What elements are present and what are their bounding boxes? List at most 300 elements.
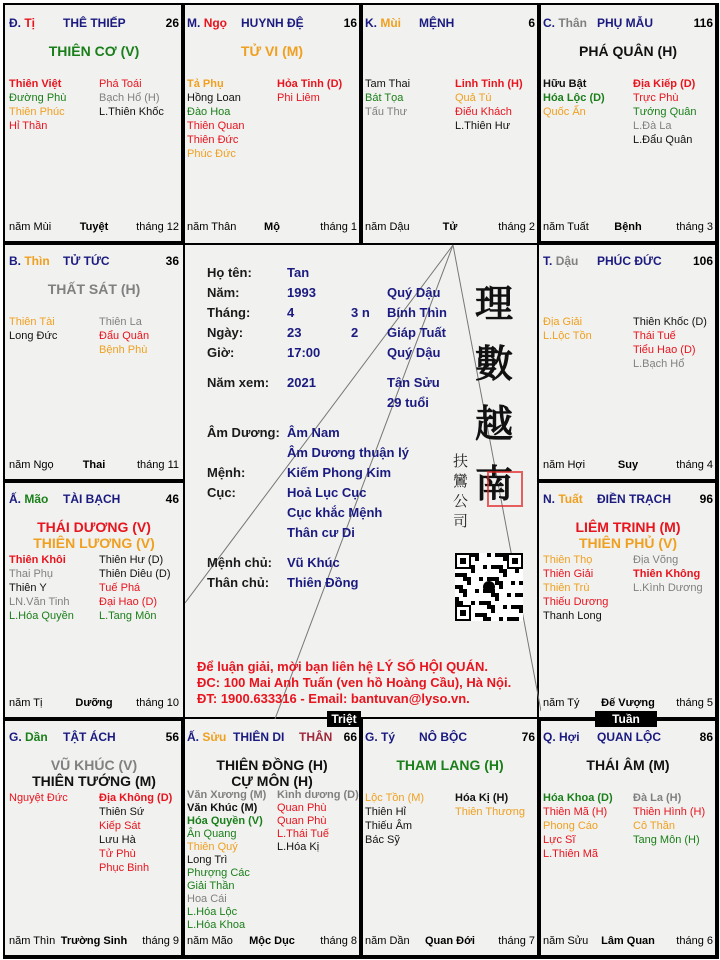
day-value: 23 xyxy=(287,325,302,340)
branch: Sửu xyxy=(202,730,227,744)
year-can: Quý Dậu xyxy=(387,285,441,300)
amduong-label: Âm Dương: xyxy=(207,425,280,440)
dai-han-age: 86 xyxy=(699,730,713,744)
stem: M. xyxy=(187,16,201,30)
contact-phone-email: ĐT: 1900.633316 - Email: bantuvan@lyso.vn. xyxy=(197,691,470,706)
star: Thai Phụ xyxy=(9,568,54,580)
palace-name: MỆNH xyxy=(419,16,455,30)
palace-footer xyxy=(9,697,179,711)
stem-branch xyxy=(543,16,587,30)
stars-right xyxy=(633,315,707,371)
nguyet-han-month: tháng 2 xyxy=(498,221,535,233)
branch: Mão xyxy=(24,492,49,506)
star: Hỉ Thần xyxy=(9,120,48,132)
dai-han-age: 96 xyxy=(699,492,713,506)
star: Kình dương (D) xyxy=(277,789,359,801)
star: Quan Phù xyxy=(277,802,327,814)
star: Địa Không (D) xyxy=(99,792,173,804)
nguyet-han-month: tháng 6 xyxy=(676,935,713,947)
hour-label: Giờ: xyxy=(207,345,235,360)
tieu-han-year: năm Sửu xyxy=(543,935,589,947)
palace-name: PHÚC ĐỨC xyxy=(597,254,662,268)
nguyet-han-month: tháng 4 xyxy=(676,459,713,471)
palace-header xyxy=(9,254,179,270)
star: Thái Tuế xyxy=(633,330,676,342)
branch: Tuất xyxy=(558,492,583,506)
star: Thanh Long xyxy=(543,610,602,622)
star: L.Thiên Khốc xyxy=(99,106,164,118)
cuc-note: Cục khắc Mệnh xyxy=(287,505,383,520)
star: Thiên Tài xyxy=(9,316,55,328)
star: Ân Quang xyxy=(187,828,237,840)
tieu-han-year: năm Mùi xyxy=(9,221,52,233)
star: Hữu Bật xyxy=(543,78,587,90)
star: Bệnh Phù xyxy=(99,344,148,356)
month-can: Bính Thìn xyxy=(387,305,447,320)
palace-header xyxy=(187,16,357,32)
menh-value: Kiếm Phong Kim xyxy=(287,465,392,480)
calligraphy-char: 數 xyxy=(475,341,514,386)
day-can: Giáp Tuất xyxy=(387,325,446,340)
star: Tả Phụ xyxy=(187,78,224,90)
stem: C. xyxy=(543,16,555,30)
stars-left xyxy=(9,315,57,343)
truong-sinh-phase: Đế Vượng xyxy=(601,697,655,709)
main-star: PHÁ QUÂN (H) xyxy=(579,43,677,59)
stem: T. xyxy=(543,254,553,268)
stem-branch xyxy=(543,492,583,506)
calligraphy-small-char: 司 xyxy=(453,512,469,530)
star: L.Đẩu Quân xyxy=(633,134,693,146)
star: Hoa Cái xyxy=(187,893,227,905)
stem-branch xyxy=(9,492,48,506)
star: L.Hóa Lộc xyxy=(187,906,238,918)
star: Thiên Y xyxy=(9,582,47,594)
branch: Thân xyxy=(558,16,588,30)
stars-left xyxy=(543,77,605,119)
stars-right xyxy=(277,789,359,854)
stem-branch xyxy=(187,16,227,30)
stars-left xyxy=(9,77,66,133)
palace-name: NÔ BỘC xyxy=(419,730,467,744)
dai-han-age: 66 xyxy=(343,730,357,744)
nguyet-han-month: tháng 11 xyxy=(136,459,179,471)
year-value: 1993 xyxy=(287,285,316,300)
branch: Mùi xyxy=(380,16,402,30)
dai-han-age: 76 xyxy=(521,730,535,744)
stars-right xyxy=(455,77,523,133)
view-year-can: Tân Sửu xyxy=(387,375,440,390)
stem-branch xyxy=(187,730,226,744)
star: Bác Sỹ xyxy=(365,834,400,846)
star: Phi Liêm xyxy=(277,92,320,104)
star: Hồng Loan xyxy=(187,92,241,104)
menh-chu-value: Vũ Khúc xyxy=(287,555,340,570)
stars-right xyxy=(99,553,171,623)
palace-cell-Mão[interactable] xyxy=(4,480,184,720)
tieu-han-year: năm Dậu xyxy=(365,221,410,233)
main-stars xyxy=(539,757,717,773)
calligraphy-small-char: 扶 xyxy=(453,452,469,470)
star: Hóa Lộc (D) xyxy=(543,92,605,104)
truong-sinh-phase: Tuyệt xyxy=(79,221,109,233)
main-star: THIÊN LƯƠNG (V) xyxy=(33,535,155,551)
stars-left xyxy=(543,553,608,623)
stem: Ấ. xyxy=(187,730,199,744)
star: Tướng Quân xyxy=(633,106,697,118)
stars-right xyxy=(99,315,149,357)
than-badge: THÂN xyxy=(299,730,333,744)
star: L.Hóa Quyền xyxy=(9,610,74,622)
main-star: THIÊN CƠ (V) xyxy=(48,43,140,59)
main-stars xyxy=(5,281,183,297)
palace-footer xyxy=(9,221,179,235)
star: Thiếu Dương xyxy=(543,596,609,608)
main-star: VŨ KHÚC (V) xyxy=(50,757,138,773)
stem-branch xyxy=(9,16,35,30)
palace-footer xyxy=(187,221,357,235)
month-label: Tháng: xyxy=(207,305,251,320)
calligraphy-small-char: 公 xyxy=(453,492,469,510)
palace-name: TẬT ÁCH xyxy=(63,730,116,744)
stem: K. xyxy=(365,16,377,30)
day-label: Ngày: xyxy=(207,325,244,340)
star: L.Đà La xyxy=(633,120,672,132)
palace-name: PHỤ MẪU xyxy=(597,16,653,30)
palace-name: QUAN LỘC xyxy=(597,730,661,744)
main-star: THIÊN PHỦ (V) xyxy=(579,535,677,551)
branch: Tị xyxy=(24,16,36,30)
cuc-label: Cục: xyxy=(207,485,236,500)
star: L.Tang Môn xyxy=(99,610,157,622)
cuc-value: Hoả Lục Cục xyxy=(287,485,367,500)
palace-footer xyxy=(187,935,357,949)
tieu-han-year: năm Mão xyxy=(187,935,233,947)
main-stars xyxy=(539,43,717,59)
hour-can: Quý Dậu xyxy=(387,345,441,360)
than-cu: Thân cư Di xyxy=(287,525,355,540)
star: Quả Tú xyxy=(455,92,492,104)
nguyet-han-month: tháng 9 xyxy=(142,935,179,947)
tieu-han-year: năm Tý xyxy=(543,697,580,709)
star: Lưu Hà xyxy=(99,834,136,846)
star: Thiên Thọ xyxy=(543,554,593,566)
tieu-han-year: năm Thân xyxy=(187,221,237,233)
star: Thiên Hình (H) xyxy=(633,806,706,818)
star: Linh Tinh (H) xyxy=(455,78,523,90)
branch: Dậu xyxy=(555,254,579,268)
contact-address: ĐC: 100 Mai Anh Tuấn (ven hồ Hoàng Cầu), Hà Nội. xyxy=(197,675,512,690)
truong-sinh-phase: Lâm Quan xyxy=(601,935,655,947)
main-star: THẤT SÁT (H) xyxy=(47,281,141,297)
stars-left xyxy=(543,315,592,343)
truong-sinh-phase: Trường Sinh xyxy=(60,935,128,947)
year-label: Năm: xyxy=(207,285,240,300)
dai-han-age: 116 xyxy=(693,16,713,30)
star: Địa Kiếp (D) xyxy=(633,78,696,90)
star: Thiên Quý xyxy=(187,841,238,853)
stem-branch xyxy=(9,254,50,268)
palace-header xyxy=(365,16,535,32)
star: Thiên Thương xyxy=(455,806,526,818)
palace-footer xyxy=(543,935,713,949)
main-star: THIÊN ĐỒNG (H) xyxy=(216,757,328,773)
branch: Dần xyxy=(25,730,48,744)
nguyet-han-month: tháng 8 xyxy=(320,935,357,947)
palace-footer xyxy=(365,935,535,949)
month-lunar: 3 n xyxy=(351,305,370,320)
palace-header xyxy=(365,730,535,746)
truong-sinh-phase: Suy xyxy=(617,459,639,471)
palace-cell-Mùi[interactable] xyxy=(360,4,540,244)
star: Phục Binh xyxy=(99,862,150,874)
truong-sinh-phase: Dưỡng xyxy=(75,697,113,709)
main-star: THAM LANG (H) xyxy=(396,757,504,773)
stem-branch xyxy=(365,16,401,30)
star: Đào Hoa xyxy=(187,106,231,118)
stars-right xyxy=(633,553,703,595)
star: Tang Môn (H) xyxy=(633,834,700,846)
palace-header xyxy=(543,16,713,32)
tieu-han-year: năm Ngọ xyxy=(9,459,54,471)
star: Lộc Tồn (M) xyxy=(365,792,425,804)
red-seal xyxy=(487,471,523,507)
star: L.Thiên Hư xyxy=(455,120,511,132)
than-chu-value: Thiên Đồng xyxy=(287,575,359,590)
palace-name: HUYNH ĐỆ xyxy=(241,16,304,30)
calligraphy-char: 越 xyxy=(475,401,514,446)
star: Quan Phù xyxy=(277,815,327,827)
main-star: TỬ VI (M) xyxy=(240,43,304,59)
star: Long Trì xyxy=(187,854,228,866)
truong-sinh-phase: Tử xyxy=(442,221,458,233)
truong-sinh-phase: Bệnh xyxy=(614,221,642,233)
day-lunar: 2 xyxy=(351,325,359,340)
star: Tấu Thư xyxy=(365,106,408,118)
stem-branch xyxy=(543,254,578,268)
palace-cell-Hợi[interactable] xyxy=(538,718,718,958)
stars-right xyxy=(633,77,697,147)
star: Tam Thai xyxy=(365,78,411,90)
palace-header xyxy=(543,492,713,508)
tieu-han-year: năm Thìn xyxy=(9,935,56,947)
stars-left xyxy=(187,789,266,932)
dai-han-age: 106 xyxy=(692,254,713,268)
tieu-han-year: năm Tuất xyxy=(543,221,589,233)
contact-line-1: Để luận giải, mời bạn liên hệ LÝ SỐ HỘI QUÁN. xyxy=(197,659,488,674)
dai-han-age: 26 xyxy=(165,16,179,30)
truong-sinh-phase: Mộ xyxy=(264,221,280,233)
branch: Tý xyxy=(381,730,396,744)
palace-header xyxy=(543,254,713,270)
star: Hỏa Tinh (D) xyxy=(277,78,343,90)
tuan-tag: Tuần xyxy=(595,711,657,727)
star: Đại Hao (D) xyxy=(99,596,158,608)
star: Tử Phù xyxy=(99,848,136,860)
amduong-value: Âm Nam xyxy=(287,425,340,440)
dai-han-age: 46 xyxy=(165,492,179,506)
calligraphy-small xyxy=(453,451,469,531)
view-year-value: 2021 xyxy=(287,375,316,390)
stars-left xyxy=(543,791,613,861)
palace-cell-Tuất[interactable] xyxy=(538,480,718,720)
star: Thiên Không xyxy=(633,568,701,580)
main-stars xyxy=(5,43,183,59)
palace-name: THÊ THIẾP xyxy=(63,16,126,30)
star: Thiên Sứ xyxy=(99,806,145,818)
star: Thiên Việt xyxy=(9,78,62,90)
branch: Ngọ xyxy=(203,16,228,30)
star: Thiên Hỉ xyxy=(365,806,406,818)
stars-right xyxy=(277,77,342,105)
truong-sinh-phase: Quan Đới xyxy=(425,935,475,947)
nguyet-han-month: tháng 1 xyxy=(320,221,357,233)
palace-header xyxy=(187,730,357,746)
main-star: LIÊM TRINH (M) xyxy=(575,519,681,535)
calligraphy-small-char: 鸞 xyxy=(453,472,469,490)
palace-cell-Thìn[interactable] xyxy=(4,242,184,482)
tieu-han-year: năm Dần xyxy=(365,935,410,947)
main-stars xyxy=(539,519,717,551)
star: Phá Toái xyxy=(99,78,142,90)
star: Thiên Quan xyxy=(187,120,245,132)
star: Bát Tọa xyxy=(365,92,404,104)
star: LN.Văn Tinh xyxy=(9,596,70,608)
palace-name: TỬ TỨC xyxy=(63,254,110,268)
qr-code[interactable] xyxy=(455,553,523,621)
palace-cell-Tý[interactable] xyxy=(360,718,540,958)
main-stars xyxy=(183,43,361,59)
stem: N. xyxy=(543,492,555,506)
nguyet-han-month: tháng 5 xyxy=(676,697,713,709)
star: Thiên Đức xyxy=(187,134,239,146)
branch: Thìn xyxy=(24,254,50,268)
stem-branch xyxy=(365,730,395,744)
star: Bạch Hổ (H) xyxy=(99,92,160,104)
age-value: 29 tuổi xyxy=(387,395,429,410)
stem-branch xyxy=(9,730,48,744)
palace-header xyxy=(9,16,179,32)
palace-cell-Sửu[interactable] xyxy=(182,718,362,958)
main-star: THÁI DƯƠNG (V) xyxy=(37,519,151,535)
stars-left xyxy=(365,77,410,119)
branch: Hợi xyxy=(559,730,580,744)
palace-cell-Tị[interactable] xyxy=(4,4,184,244)
star: L.Thiên Mã xyxy=(543,848,599,860)
star: Điếu Khách xyxy=(455,106,512,118)
main-stars xyxy=(361,757,539,773)
palace-cell-Dậu[interactable] xyxy=(538,242,718,482)
stars-left xyxy=(9,553,74,623)
truong-sinh-phase: Thai xyxy=(82,459,106,471)
tuvi-chart xyxy=(3,3,717,957)
star: Thiên Khốc (D) xyxy=(633,316,707,328)
menh-chu-label: Mệnh chủ: xyxy=(207,555,272,570)
nguyet-han-month: tháng 3 xyxy=(676,221,713,233)
stem-branch xyxy=(543,730,580,744)
dai-han-age: 16 xyxy=(343,16,357,30)
star: Đà La (H) xyxy=(633,792,682,804)
menh-label: Mệnh: xyxy=(207,465,246,480)
star: Giải Thần xyxy=(187,880,235,892)
star: Thiên Phúc xyxy=(9,106,65,118)
star: Thiên La xyxy=(99,316,142,328)
hour-value: 17:00 xyxy=(287,345,321,360)
star: Địa Giải xyxy=(543,316,583,328)
stem: Q. xyxy=(543,730,556,744)
star: Hóa Kị (H) xyxy=(455,792,509,804)
stars-right xyxy=(633,791,705,847)
palace-footer xyxy=(543,459,713,473)
nguyet-han-month: tháng 7 xyxy=(498,935,535,947)
star: Thiên Mã (H) xyxy=(543,806,608,818)
calligraphy-char: 南 xyxy=(475,461,514,506)
palace-cell-Ngọ[interactable] xyxy=(182,4,362,244)
star: Long Đức xyxy=(9,330,58,342)
name-label: Họ tên: xyxy=(207,265,252,280)
dai-han-age: 36 xyxy=(165,254,179,268)
palace-name: ĐIỀN TRẠCH xyxy=(597,492,671,506)
star: L.Bạch Hổ xyxy=(633,358,685,370)
stars-right xyxy=(455,791,525,819)
palace-footer xyxy=(365,221,535,235)
palace-footer xyxy=(9,935,179,949)
main-star: CỰ MÔN (H) xyxy=(231,773,313,789)
amduong-note: Âm Dương thuận lý xyxy=(287,445,409,460)
star: Hóa Quyền (V) xyxy=(187,815,263,827)
star: Thiên Diêu (D) xyxy=(99,568,171,580)
star: Văn Xương (M) xyxy=(187,789,267,801)
name-value: Tan xyxy=(287,265,310,280)
star: Trực Phù xyxy=(633,92,679,104)
star: Thiên Khôi xyxy=(9,554,66,566)
star: Phượng Các xyxy=(187,867,250,879)
palace-header xyxy=(9,492,179,508)
main-star: THIÊN TƯỚNG (M) xyxy=(32,773,156,789)
star: L.Lộc Tồn xyxy=(543,330,592,342)
star: Thiên Hư (D) xyxy=(99,554,164,566)
star: Lực Sĩ xyxy=(543,834,576,846)
main-stars xyxy=(5,757,183,789)
stem: Ấ. xyxy=(9,492,21,506)
palace-footer xyxy=(9,459,179,473)
view-year-label: Năm xem: xyxy=(207,375,270,390)
star: L.Thái Tuế xyxy=(277,828,329,840)
than-chu-label: Thân chủ: xyxy=(207,575,270,590)
stem: G. xyxy=(9,730,22,744)
tieu-han-year: năm Tị xyxy=(9,697,43,709)
dai-han-age: 6 xyxy=(528,16,535,30)
star: Kiếp Sát xyxy=(99,820,141,832)
stars-left xyxy=(9,791,68,805)
triet-tag: Triệt xyxy=(327,711,361,727)
palace-cell-Thân[interactable] xyxy=(538,4,718,244)
center-info-panel xyxy=(185,243,541,719)
stars-left xyxy=(187,77,244,161)
palace-footer xyxy=(543,697,713,711)
star: L.Hóa Khoa xyxy=(187,919,246,931)
star: Phong Cáo xyxy=(543,820,599,832)
palace-cell-Dần[interactable] xyxy=(4,718,184,958)
palace-footer xyxy=(543,221,713,235)
palace-header xyxy=(9,730,179,746)
nguyet-han-month: tháng 10 xyxy=(136,697,179,709)
dai-han-age: 56 xyxy=(165,730,179,744)
stars-left xyxy=(365,791,424,847)
star: Nguyệt Đức xyxy=(9,792,68,804)
palace-name: THIÊN DI xyxy=(233,730,285,744)
stem: B. xyxy=(9,254,21,268)
